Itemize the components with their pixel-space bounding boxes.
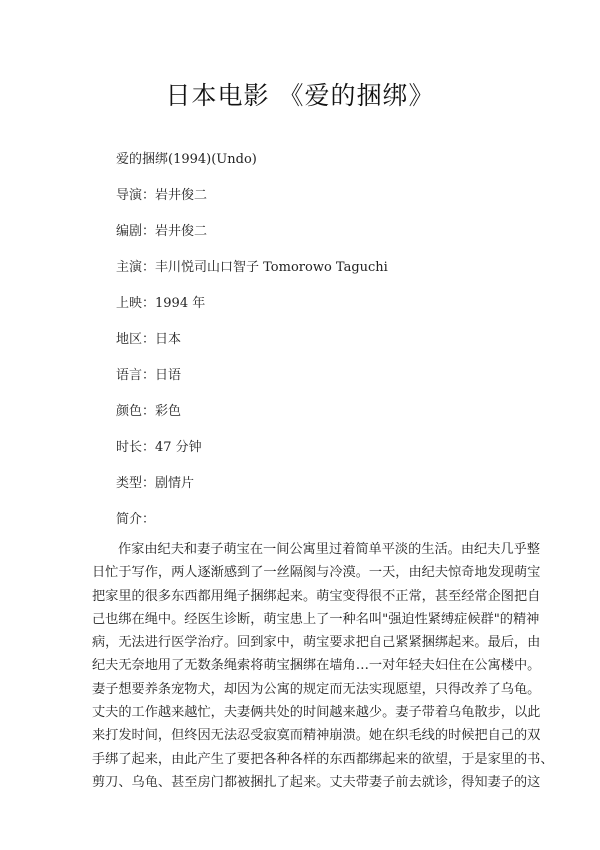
region-line: 地区：日本	[116, 332, 182, 347]
synopsis-line: 来打发时间，但终因无法忍受寂寞而精神崩溃。她在织毛线的时候把自己的双	[92, 728, 541, 744]
synopsis-line: 作家由纪夫和妻子萌宝在一间公寓里过着简单平淡的生活。由纪夫几乎整	[118, 542, 540, 557]
synopsis-line: 剪刀、乌龟、甚至房门都被捆扎了起来。丈夫带妻子前去就诊，得知妻子的这	[92, 774, 541, 790]
synopsis-line: 日忙于写作，两人逐渐感到了一丝隔阂与冷漠。一天，由纪夫惊奇地发现萌宝	[92, 565, 541, 581]
writer-line: 编剧：岩井俊二	[116, 224, 208, 239]
release-line: 上映：1994 年	[116, 296, 206, 311]
genre-line: 类型：剧情片	[116, 476, 195, 491]
synopsis-label: 简介：	[116, 512, 156, 527]
synopsis-line: 纪夫无奈地用了无数条绳索将萌宝捆绑在墙角…一对年轻夫妇住在公寓楼中。	[92, 658, 541, 674]
synopsis-line: 把家里的很多东西都用绳子捆绑起来。萌宝变得很不正常，甚至经常企图把自	[92, 588, 541, 604]
synopsis-line: 手绑了起来，由此产生了要把各种各样的东西都绑起来的欲望，于是家里的书、	[92, 751, 554, 767]
synopsis-line: 病，无法进行医学治疗。回到家中，萌宝要求把自己紧紧捆绑起来。最后，由	[92, 635, 541, 651]
movie-title-line: 爱的捆绑(1994)(Undo)	[116, 152, 257, 167]
duration-line: 时长：47 分钟	[116, 440, 202, 455]
director-line: 导演：岩井俊二	[116, 188, 208, 203]
synopsis-line: 己也绑在绳中。经医生诊断，萌宝患上了一种名叫"强迫性紧缚症候群"的精神	[92, 611, 540, 627]
synopsis-line: 妻子想要养条宠物犬，却因为公寓的规定而无法实现愿望，只得改养了乌龟。	[92, 681, 541, 697]
cast-line: 主演：丰川悦司山口智子 Tomorowo Taguchi	[116, 260, 388, 275]
page-title: 日本电影 《爱的捆绑》	[165, 81, 435, 110]
language-line: 语言：日语	[116, 368, 182, 383]
synopsis-line: 丈夫的工作越来越忙，夫妻俩共处的时间越来越少。妻子带着乌龟散步，以此	[92, 705, 541, 721]
synopsis-paragraph	[92, 538, 554, 794]
color-line: 颜色：彩色	[116, 404, 182, 419]
